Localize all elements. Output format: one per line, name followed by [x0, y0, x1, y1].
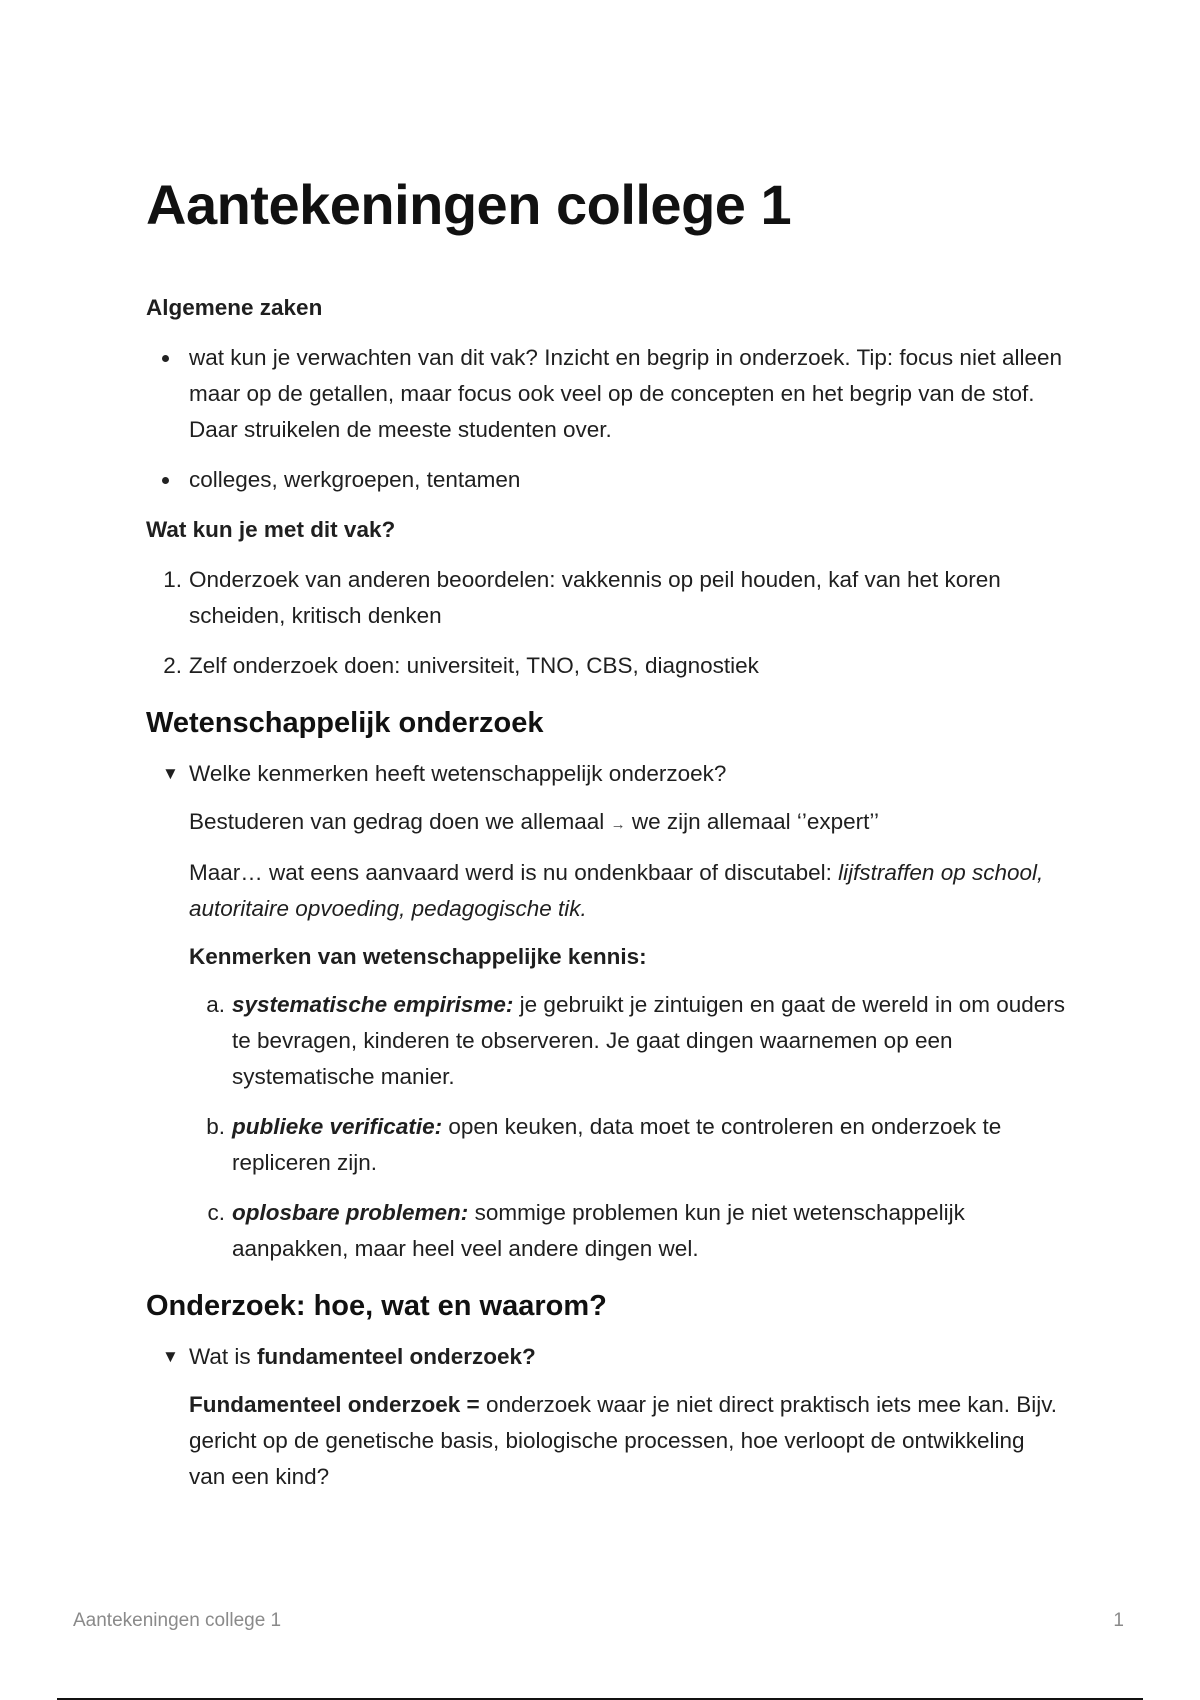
list-marker: c. — [207, 1200, 225, 1225]
list-item — [189, 987, 1066, 1095]
definition-term: Fundamenteel onderzoek = — [189, 1392, 480, 1417]
paragraph — [189, 1387, 1066, 1495]
vak-list — [146, 562, 1066, 684]
list-item-text: je gebruikt je zintuigen en gaat de wereld in om ouders te bevragen, kinderen te observeren. Je gaat dingen waarnemen op een systematische manier. — [232, 992, 1066, 1089]
list-marker: 1. — [163, 567, 182, 592]
paragraph-text: Bestuderen van gedrag doen we allemaal — [189, 809, 605, 834]
list-item — [189, 1109, 1066, 1181]
toggle-label: Welke kenmerken heeft wetenschappelijk onderzoek? — [189, 761, 727, 786]
kenmerken-heading: Kenmerken van wetenschappelijke kennis: — [189, 944, 647, 969]
algemeen-list — [146, 340, 1066, 498]
heading-onderzoek-hoe-wat-waarom: Onderzoek: hoe, wat en waarom? — [146, 1290, 607, 1322]
list-item — [146, 340, 1066, 448]
toggle-fundamenteel — [146, 1339, 1066, 1495]
page-title: Aantekeningen college 1 — [146, 173, 792, 236]
footer-title: Aantekeningen college 1 — [73, 1610, 282, 1631]
list-marker: b. — [206, 1114, 225, 1139]
triangle-down-icon[interactable]: ▼ — [162, 1347, 179, 1366]
toggle-header[interactable] — [162, 756, 1066, 792]
list-item-text: Onderzoek van anderen beoordelen: vakkennis op peil houden, kaf van het koren scheiden, kritisch denken — [189, 567, 1001, 628]
page-number: 1 — [1113, 1610, 1124, 1631]
list-item-text: Zelf onderzoek doen: universiteit, TNO, CBS, diagnostiek — [189, 653, 759, 678]
list-item-text: sommige problemen kun je niet wetenschappelijk aanpakken, maar heel veel andere dingen wel. — [232, 1200, 965, 1261]
list-item — [146, 562, 1066, 634]
term: systematische empirisme: — [232, 992, 514, 1017]
list-item-text: colleges, werkgroepen, tentamen — [189, 467, 521, 492]
document-body — [146, 290, 1066, 1507]
toggle-header[interactable] — [162, 1339, 1066, 1375]
toggle-label: Wat is — [189, 1344, 251, 1369]
paragraph — [189, 804, 1066, 843]
bullet-icon — [162, 355, 169, 362]
bullet-icon — [162, 477, 169, 484]
list-marker: 2. — [163, 653, 182, 678]
paragraph-text: Maar… wat eens aanvaard werd is nu ondenkbaar of discutabel: — [189, 860, 832, 885]
paragraph-text: we zijn allemaal ‘’expert’’ — [631, 809, 880, 834]
list-item — [146, 648, 1066, 684]
paragraph — [189, 855, 1066, 927]
term: oplosbare problemen: — [232, 1200, 469, 1225]
kenmerken-list — [189, 987, 1066, 1267]
heading-wetenschappelijk-onderzoek: Wetenschappelijk onderzoek — [146, 707, 544, 739]
list-item — [146, 462, 1066, 498]
definition-text: onderzoek waar je niet direct praktisch iets mee kan. Bijv. gericht op de genetische basis, biologische processen, hoe verloopt de ontwikkeling van een kind? — [189, 1392, 1058, 1489]
term: publieke verificatie: — [232, 1114, 443, 1139]
triangle-down-icon[interactable]: ▼ — [162, 764, 179, 783]
toggle-label-bold: fundamenteel onderzoek? — [256, 1344, 536, 1369]
toggle-kenmerken — [146, 756, 1066, 1267]
list-item — [189, 1195, 1066, 1267]
list-item-text: wat kun je verwachten van dit vak? Inzicht en begrip in onderzoek. Tip: focus niet alleen maar op de getallen, maar focus ook veel op de concepten en het begrip van de stof. Daar struikelen de meeste studenten over. — [189, 345, 1063, 442]
heading-algemene-zaken: Algemene zaken — [146, 295, 323, 320]
heading-wat-kun-je: Wat kun je met dit vak? — [146, 517, 396, 542]
list-item-text: open keuken, data moet te controleren en onderzoek te repliceren zijn. — [232, 1114, 1002, 1175]
paragraph-emphasis: lijfstraffen op school, autoritaire opvoeding, pedagogische tik. — [189, 860, 1044, 921]
list-marker: a. — [206, 992, 225, 1017]
arrow-right-icon: → — [610, 816, 626, 833]
